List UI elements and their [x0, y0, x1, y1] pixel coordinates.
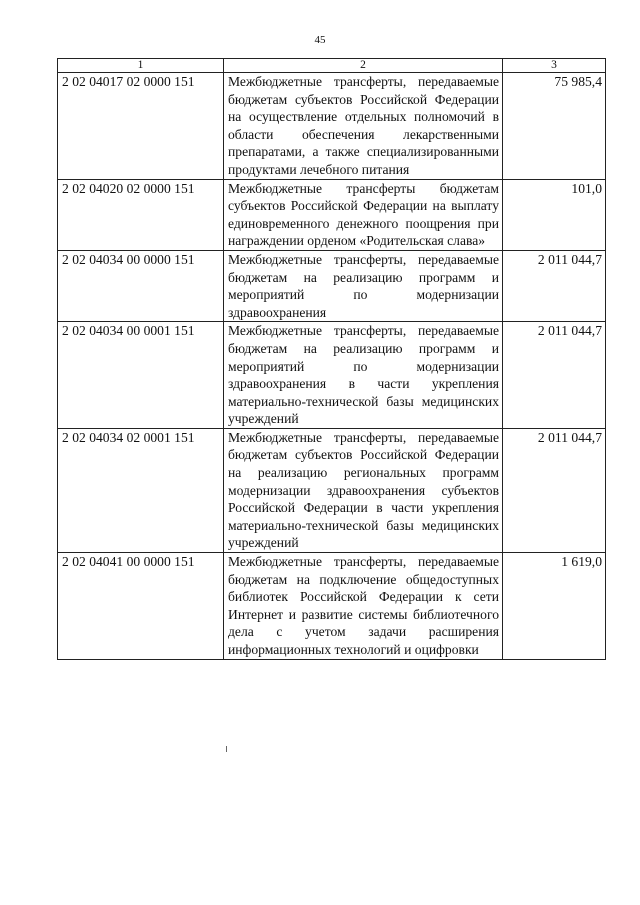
- column-header-name: 2: [224, 59, 503, 73]
- budget-revenue-table: [57, 58, 606, 660]
- scan-mark: [226, 746, 227, 752]
- table-row: [58, 553, 606, 660]
- budget-code-cell: 2 02 04034 00 0000 151: [58, 250, 224, 321]
- budget-code-cell: 2 02 04017 02 0000 151: [58, 73, 224, 180]
- amount-cell: 75 985,4: [503, 73, 606, 180]
- column-header-amount: 3: [503, 59, 606, 73]
- description-cell: Межбюджетные трансферты, передаваемые бюджетам субъектов Российской Федерации на реализацию региональных программ модернизации здравоохранения субъектов Российской Федерации в части укрепления материально-технической базы медицинских учреждений: [224, 428, 503, 552]
- description-cell: Межбюджетные трансферты, передаваемые бюджетам на реализацию программ и мероприятий по модернизации здравоохранения: [224, 250, 503, 321]
- table-row: [58, 322, 606, 429]
- description-cell: Межбюджетные трансферты, передаваемые бюджетам на реализацию программ и мероприятий по модернизации здравоохранения в части укрепления материально-технической базы медицинских учреждений: [224, 322, 503, 429]
- budget-code-cell: 2 02 04034 00 0001 151: [58, 322, 224, 429]
- budget-code-cell: 2 02 04020 02 0000 151: [58, 179, 224, 250]
- description-cell: Межбюджетные трансферты бюджетам субъектов Российской Федерации на выплату единовременного денежного поощрения при награждении орденом «Родительская слава»: [224, 179, 503, 250]
- column-header-code: 1: [58, 59, 224, 73]
- table-row: [58, 428, 606, 552]
- table-header-row: [58, 59, 606, 73]
- table-row: [58, 179, 606, 250]
- table-row: [58, 73, 606, 180]
- page-number: 45: [314, 34, 326, 46]
- amount-cell: 101,0: [503, 179, 606, 250]
- amount-cell: 1 619,0: [503, 553, 606, 660]
- budget-code-cell: 2 02 04034 02 0001 151: [58, 428, 224, 552]
- budget-code-cell: 2 02 04041 00 0000 151: [58, 553, 224, 660]
- description-cell: Межбюджетные трансферты, передаваемые бюджетам на подключение общедоступных библиотек Российской Федерации к сети Интернет и развитие системы библиотечного дела с учетом задачи расширения информационных технологий и оцифровки: [224, 553, 503, 660]
- description-cell: Межбюджетные трансферты, передаваемые бюджетам субъектов Российской Федерации на осуществление отдельных полномочий в области обеспечения лекарственными препаратами, а также специализированными продуктами лечебного питания: [224, 73, 503, 180]
- amount-cell: 2 011 044,7: [503, 428, 606, 552]
- table-row: [58, 250, 606, 321]
- amount-cell: 2 011 044,7: [503, 322, 606, 429]
- amount-cell: 2 011 044,7: [503, 250, 606, 321]
